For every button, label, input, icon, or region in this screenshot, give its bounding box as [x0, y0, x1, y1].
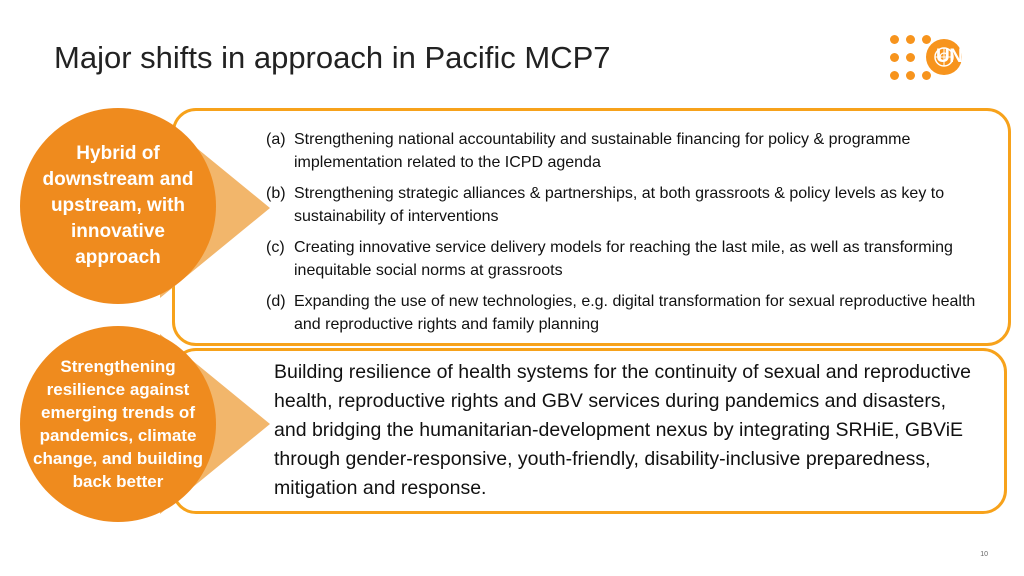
list-item — [266, 182, 986, 228]
list-item — [266, 290, 986, 336]
page-number: 10 — [980, 551, 988, 558]
list-item-text: Creating innovative service delivery models for reaching the last mile, as well as transforming inequitable social norms at grassroots — [294, 239, 953, 279]
list-item — [266, 128, 986, 174]
approach-circle-2-text: Strengthening resilience against emerging trends of pandemics, climate change, and building back better — [33, 357, 203, 491]
resilience-paragraph: Building resilience of health systems for the continuity of sexual and reproductive health, reproductive rights and GBV services during pandemics and disasters, and bridging the humanitarian-development nexus by integrating SRHiE, GBViE through gender-responsive, youth-friendly, disability-inclusive preparedness, mitigation and response. — [274, 361, 971, 499]
list-item-text: Strengthening strategic alliances & partnerships, at both grassroots & policy levels as key to sustainability of interventions — [294, 185, 945, 225]
approach-circle-1 — [20, 108, 216, 304]
list-item-label: (d) — [266, 293, 286, 310]
list-item-text: Strengthening national accountability and sustainable financing for policy & programme implementation related to the ICPD agenda — [294, 131, 911, 171]
logo-text: UNFPA — [936, 46, 998, 67]
approach-circle-2 — [20, 326, 216, 522]
approach-list — [266, 128, 986, 344]
list-item-label: (b) — [266, 185, 286, 202]
approach-circle-1-text: Hybrid of downstream and upstream, with innovative approach — [42, 143, 194, 268]
list-item-label: (a) — [266, 131, 286, 148]
unfpa-logo — [886, 33, 996, 83]
list-item-label: (c) — [266, 239, 285, 256]
list-item-text: Expanding the use of new technologies, e.g. digital transformation for sexual reproductive health and reproductive rights and family planning — [294, 293, 976, 333]
list-item — [266, 236, 986, 282]
slide-title: Major shifts in approach in Pacific MCP7 — [54, 40, 611, 75]
